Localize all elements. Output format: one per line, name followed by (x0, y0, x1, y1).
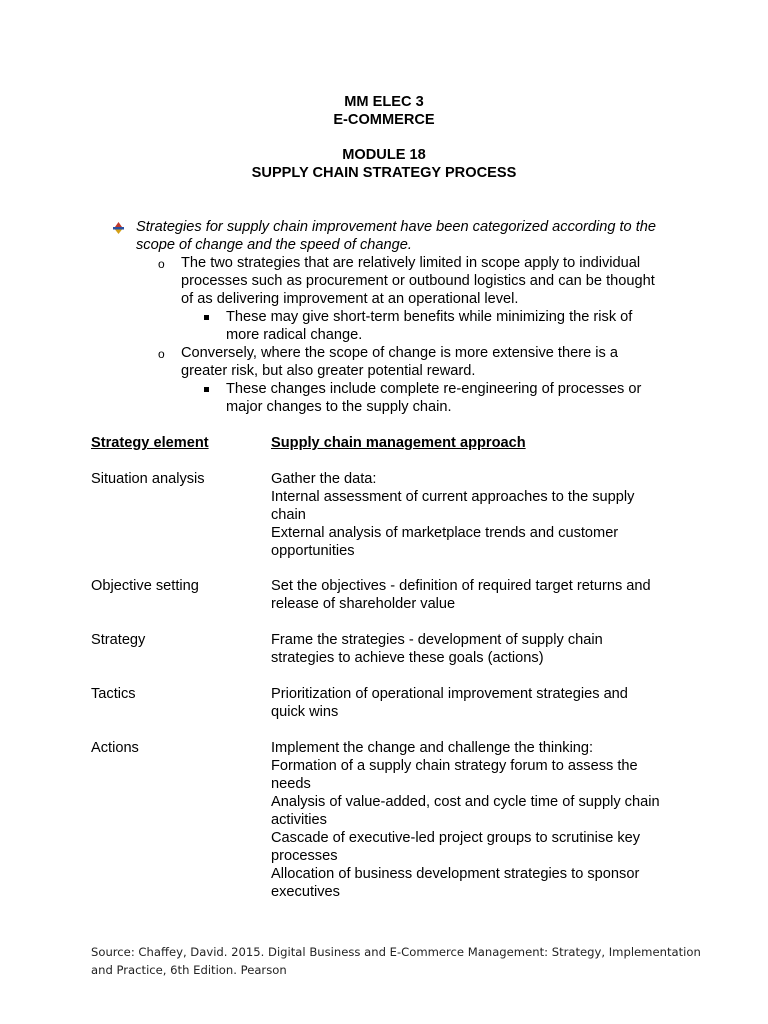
module-topic: SUPPLY CHAIN STRATEGY PROCESS (251, 165, 517, 181)
approach-line: Set the objectives - definition of required target returns and (271, 578, 651, 594)
row-element-actions: Actions (91, 740, 139, 756)
column-header-approach: Supply chain management approach (271, 435, 526, 451)
row-element-objective-setting: Objective setting (91, 578, 199, 594)
intro-line-1: Strategies for supply chain improvement have been categorized according to the (136, 219, 657, 235)
square-bullet-icon (204, 387, 209, 392)
course-subject: E-COMMERCE (333, 112, 435, 128)
sub1-line-1: The two strategies that are relatively limited in scope apply to individual (181, 255, 641, 271)
sub2-line-1: Conversely, where the scope of change is more extensive there is a (181, 345, 618, 361)
approach-line: Gather the data: (271, 471, 377, 487)
approach-line: Allocation of business development strategies to sponsor (271, 866, 640, 882)
approach-line: processes (271, 848, 338, 864)
approach-line: Formation of a supply chain strategy forum to assess the (271, 758, 638, 774)
approach-line: Implement the change and challenge the thinking: (271, 740, 594, 756)
sub2-detail-line-2: major changes to the supply chain. (226, 399, 452, 415)
approach-line: quick wins (271, 704, 339, 720)
approach-line: External analysis of marketplace trends and customer (271, 525, 619, 541)
sub2-line-2: greater risk, but also greater potential reward. (181, 363, 476, 379)
row-element-situation-analysis: Situation analysis (91, 471, 205, 487)
approach-line: Cascade of executive-led project groups to scrutinise key (271, 830, 641, 846)
row-approach-situation-analysis (271, 470, 634, 560)
course-code: MM ELEC 3 (344, 94, 424, 110)
approach-line: Internal assessment of current approaches to the supply (271, 489, 635, 505)
row-approach-tactics (271, 685, 628, 721)
row-approach-objective-setting (271, 577, 651, 613)
sub1-line-3: of as delivering improvement at an operational level. (181, 291, 519, 307)
approach-line: opportunities (271, 543, 355, 559)
approach-line: Prioritization of operational improvement strategies and (271, 686, 628, 702)
approach-line: needs (271, 776, 311, 792)
source-citation-line-2: and Practice, 6th Edition. Pearson (91, 963, 287, 977)
sub1-detail-line-1: These may give short-term benefits while minimizing the risk of (226, 309, 633, 325)
approach-line: Analysis of value-added, cost and cycle time of supply chain (271, 794, 660, 810)
row-approach-strategy (271, 631, 603, 667)
row-approach-actions (271, 739, 660, 901)
sub1-line-2: processes such as procurement or outbound logistics and can be thought (181, 273, 655, 289)
sub1-detail-line-2: more radical change. (226, 327, 363, 343)
approach-line: strategies to achieve these goals (actions) (271, 650, 544, 666)
approach-line: activities (271, 812, 327, 828)
module-number: MODULE 18 (342, 147, 426, 163)
circle-bullet-icon: o (158, 257, 165, 271)
circle-bullet-icon: o (158, 347, 165, 361)
approach-line: chain (271, 507, 306, 523)
square-bullet-icon (204, 315, 209, 320)
arrow-bullet-icon (113, 222, 124, 234)
column-header-strategy-element: Strategy element (91, 435, 209, 451)
source-citation-line-1: Source: Chaffey, David. 2015. Digital Business and E-Commerce Management: Strategy, Implementation (91, 945, 701, 959)
sub2-detail-line-1: These changes include complete re-engineering of processes or (226, 381, 642, 397)
approach-line: executives (271, 884, 340, 900)
approach-line: Frame the strategies - development of supply chain (271, 632, 603, 648)
row-element-tactics: Tactics (91, 686, 136, 702)
intro-line-2: scope of change and the speed of change. (136, 237, 412, 253)
row-element-strategy: Strategy (91, 632, 146, 648)
approach-line: release of shareholder value (271, 596, 456, 612)
